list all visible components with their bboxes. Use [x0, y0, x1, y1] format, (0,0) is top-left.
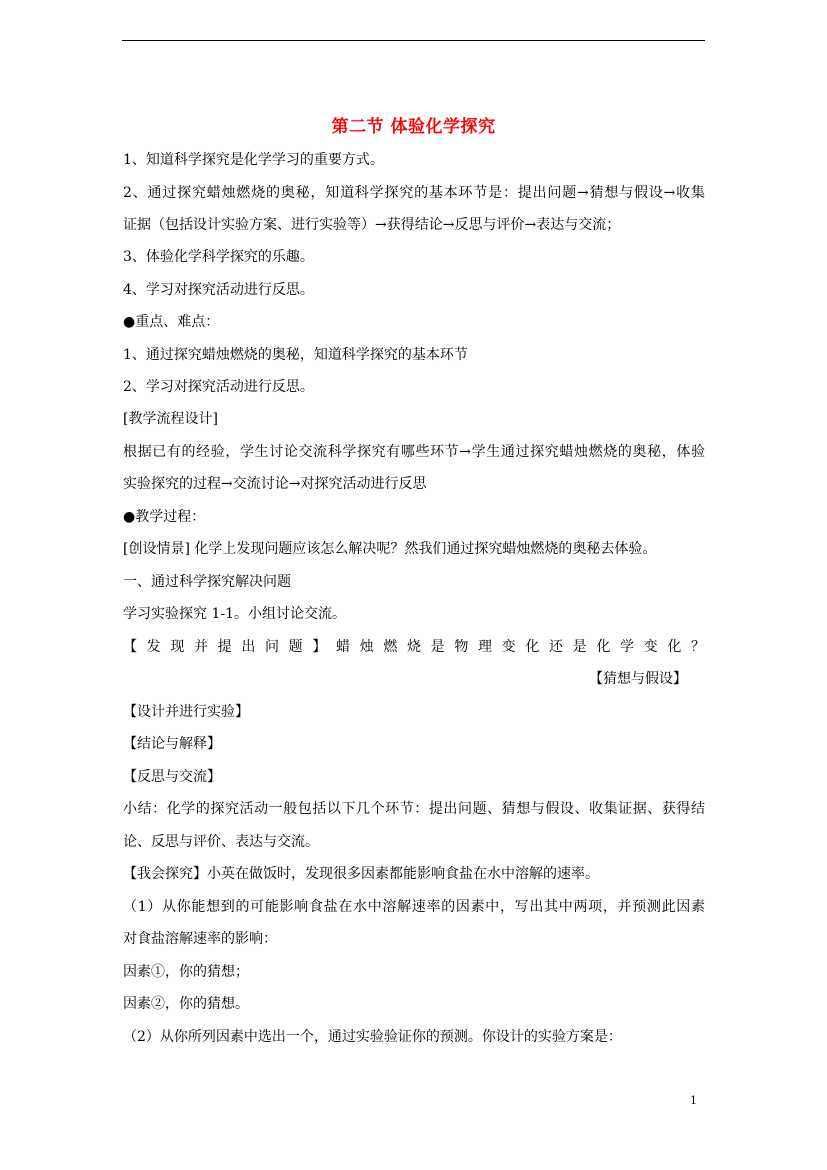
objective-2-line-1: 2、通过探究蜡烛燃烧的奥秘，知道科学探究的基本环节是：提出问题→猜想与假设→收集	[123, 185, 705, 201]
page-number: 1	[690, 1094, 697, 1107]
teaching-process-heading: ●教学过程：	[123, 509, 206, 525]
flow-design-heading: [教学流程设计]	[123, 411, 218, 427]
scenario-paragraph: [创设情景] 化学上发现问题应该怎么解决呢？然我们通过探究蜡烛燃烧的奥秘去体验。	[123, 541, 657, 557]
flow-design-line-1: 根据已有的经验，学生讨论交流科学探究有哪些环节→学生通过探究蜡烛燃烧的奥秘，体验	[123, 444, 705, 460]
reflection-heading: 【反思与交流】	[123, 769, 221, 785]
conclusion-heading: 【结论与解释】	[123, 736, 221, 752]
question-1-line-1: （1）从你能想到的可能影响食盐在水中溶解速率的因素中，写出其中两项，并预测此因素	[123, 899, 705, 915]
section-one-heading: 一、通过科学探究解决问题	[123, 574, 291, 590]
objective-2-line-2: 证据（包括设计实验方案、进行实验等）→获得结论→反思与评价→表达与交流；	[123, 217, 621, 233]
experiment-intro: 学习实验探究 1-1。小组讨论交流。	[123, 606, 346, 622]
question-2: （2）从你所列因素中选出一个，通过实验验证你的预测。你设计的实验方案是：	[123, 1029, 622, 1045]
key-point-2: 2、学习对探究活动进行反思。	[123, 379, 314, 395]
question-1-line-2: 对食盐溶解速率的影响：	[123, 931, 277, 947]
design-experiment-heading: 【设计并进行实验】	[123, 704, 249, 720]
key-point-1: 1、通过探究蜡烛燃烧的奥秘，知道科学探究的基本环节	[123, 347, 468, 363]
factor-2: 因素②，你的猜想。	[123, 996, 249, 1012]
inquiry-intro: 【我会探究】小英在做饭时，发现很多因素都能影响食盐在水中溶解的速率。	[123, 866, 599, 882]
header-rule	[122, 40, 705, 41]
page-title: 第二节 体验化学探究	[331, 117, 496, 137]
hypothesis-heading: 【猜想与假设】	[589, 671, 687, 687]
objective-1: 1、知道科学探究是化学学习的重要方式。	[123, 152, 384, 168]
discover-question: 【发现并提出问题】蜡烛燃烧是物理变化还是化学变化？	[123, 639, 705, 655]
objective-4: 4、学习对探究活动进行反思。	[123, 282, 314, 298]
key-points-heading: ●重点、难点：	[123, 314, 220, 330]
summary-line-2: 论、反思与评价、表达与交流。	[123, 834, 319, 850]
summary-line-1: 小结：化学的探究活动一般包括以下几个环节：提出问题、猜想与假设、收集证据、获得结	[123, 801, 705, 817]
objective-3: 3、体验化学科学探究的乐趣。	[123, 249, 314, 265]
flow-design-line-2: 实验探究的过程→交流讨论→对探究活动进行反思	[123, 476, 427, 492]
factor-1: 因素①，你的猜想；	[123, 964, 249, 980]
